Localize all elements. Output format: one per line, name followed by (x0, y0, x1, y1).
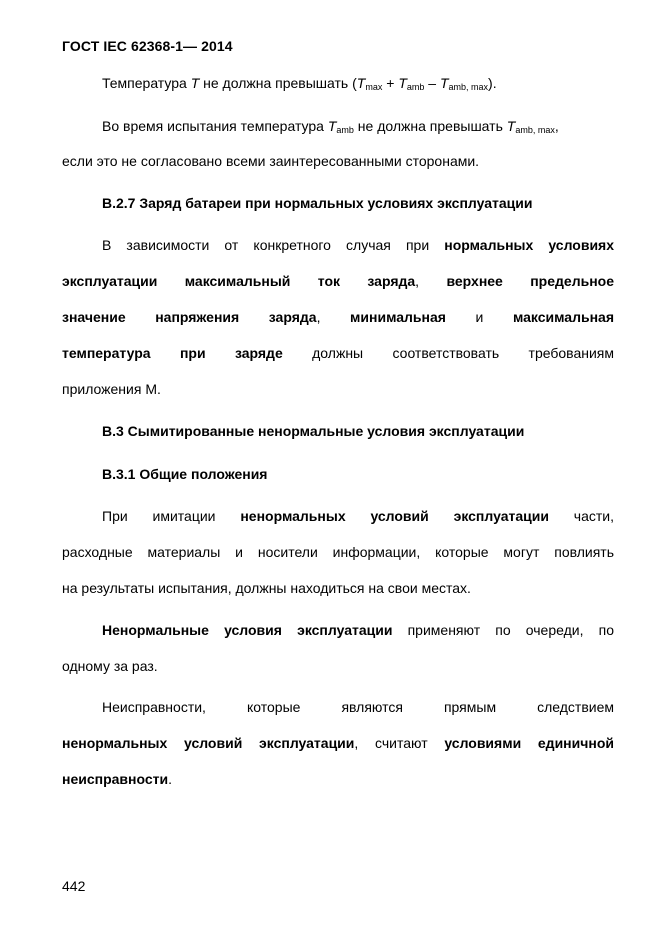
var-t: T (356, 75, 366, 91)
paragraph-temperature-limit (62, 73, 614, 93)
text: одному за раз. (62, 658, 158, 674)
page-number: 442 (62, 878, 86, 894)
text: , считают (354, 735, 445, 751)
term: Ненормальные условия эксплуатации (102, 622, 393, 638)
document-header: ГОСТ IEC 62368-1— 2014 (62, 38, 233, 54)
var-t: T (398, 75, 407, 91)
paragraph-charge-conditions (62, 235, 614, 399)
text: , (415, 273, 447, 289)
text: , (316, 309, 351, 325)
text: + (382, 75, 399, 91)
var-t: T (439, 75, 449, 91)
term: верхнее предельное (446, 273, 614, 289)
text: Температура (102, 75, 191, 91)
paragraph-simulation (62, 506, 614, 598)
text: части, (548, 508, 614, 524)
term: эксплуатации максимальный ток заряда (62, 273, 416, 289)
subscript: max (365, 82, 383, 92)
subscript: amb, max (448, 82, 489, 92)
text: должны соответствовать требованиям (282, 345, 615, 361)
term: ненормальных условий эксплуатации (240, 508, 549, 524)
var-t: T (327, 118, 337, 134)
var-t: T (190, 75, 200, 91)
paragraph-faults (62, 697, 614, 789)
term: неисправности (62, 771, 169, 787)
text: При имитации (102, 508, 241, 524)
text: и (445, 309, 513, 325)
section-heading-b3 (62, 421, 614, 441)
term: условиями единичной (444, 735, 614, 751)
text: – (424, 75, 440, 91)
subscript: amb (336, 125, 354, 135)
heading-text: В.3.1 Общие положения (102, 466, 268, 482)
term: нормальных условиях (444, 237, 615, 253)
term: минимальная (350, 309, 446, 325)
section-heading-b27 (62, 193, 614, 213)
text: расходные материалы и носители информации, которые могут повлиять (62, 544, 614, 560)
text: приложения М. (62, 381, 161, 397)
text: не должна превышать (353, 118, 507, 134)
term: ненормальных условий эксплуатации (62, 735, 355, 751)
term: температура при заряде (62, 345, 283, 361)
text: на результаты испытания, должны находиться на свои местах. (62, 580, 471, 596)
heading-text: В.2.7 Заряд батареи при нормальных условиях эксплуатации (102, 195, 533, 211)
var-t: T (506, 118, 516, 134)
section-heading-b31 (62, 464, 614, 484)
term: значение напряжения заряда (62, 309, 317, 325)
text: , (554, 118, 559, 134)
text: если это не согласовано всеми заинтересованными сторонами. (62, 153, 480, 169)
text: . (168, 771, 172, 787)
text: Неисправности, которые являются прямым следствием (102, 699, 614, 715)
text: В зависимости от конкретного случая при (102, 237, 445, 253)
term: максимальная (512, 309, 614, 325)
paragraph-one-at-a-time (62, 620, 614, 676)
heading-text: В.3 Сымитированные ненормальные условия эксплуатации (102, 423, 525, 439)
text: применяют по очереди, по (392, 622, 614, 638)
text: Во время испытания температура (102, 118, 328, 134)
text: не должна превышать ( (199, 75, 357, 91)
paragraph-ambient-temperature (62, 116, 614, 171)
subscript: amb (406, 82, 425, 92)
subscript: amb, max (515, 125, 555, 135)
text: ). (488, 75, 497, 91)
